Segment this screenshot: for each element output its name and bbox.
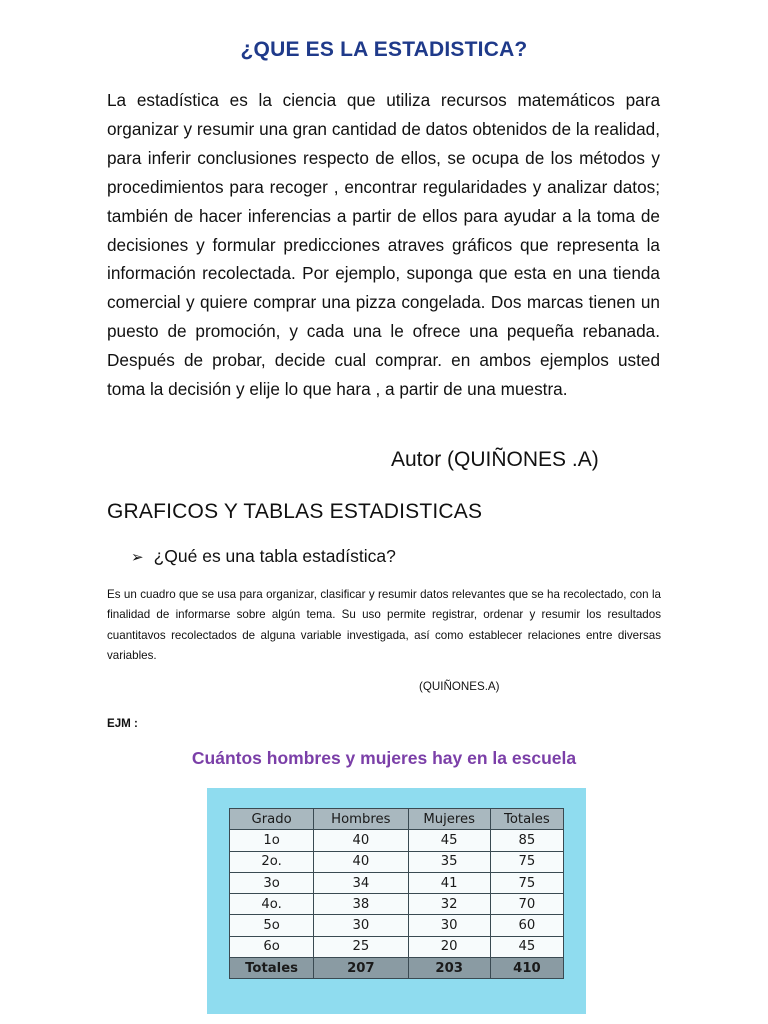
author-credit: Autor (QUIÑONES .A): [391, 448, 599, 471]
totals-label: Totales: [230, 958, 314, 979]
stats-table: [229, 808, 564, 979]
example-label: EJM :: [107, 717, 138, 730]
cell-mujeres: 30: [408, 915, 490, 936]
cell-mujeres: 41: [408, 872, 490, 893]
cell-grado: 5o: [230, 915, 314, 936]
cell-grado: 1o: [230, 830, 314, 851]
table-caption: Cuántos hombres y mujeres hay en la escuela: [191, 748, 577, 768]
cell-grado: 4o.: [230, 894, 314, 915]
cell-hombres: 40: [314, 851, 408, 872]
table-header-row: [230, 809, 564, 830]
table-row: [230, 851, 564, 872]
section-heading: GRAFICOS Y TABLAS ESTADISTICAS: [107, 500, 483, 523]
bullet-text: ¿Qué es una tabla estadística?: [153, 546, 396, 566]
cell-totales: 75: [490, 851, 563, 872]
cell-mujeres: 32: [408, 894, 490, 915]
citation: (QUIÑONES.A): [419, 680, 500, 693]
cell-mujeres: 35: [408, 851, 490, 872]
cell-totales: 70: [490, 894, 563, 915]
cell-hombres: 34: [314, 872, 408, 893]
header-grado: Grado: [230, 809, 314, 830]
totals-row: [230, 958, 564, 979]
table-row: [230, 830, 564, 851]
table-row: [230, 872, 564, 893]
bullet-question: [131, 546, 396, 567]
cell-mujeres: 20: [408, 936, 490, 957]
table-row: [230, 936, 564, 957]
cell-totales: 60: [490, 915, 563, 936]
cell-mujeres: 45: [408, 830, 490, 851]
totals-hombres: 207: [314, 958, 408, 979]
header-hombres: Hombres: [314, 809, 408, 830]
cell-hombres: 38: [314, 894, 408, 915]
cell-hombres: 40: [314, 830, 408, 851]
cell-totales: 75: [490, 872, 563, 893]
cell-hombres: 30: [314, 915, 408, 936]
cell-totales: 85: [490, 830, 563, 851]
intro-paragraph: La estadística es la ciencia que utiliza recursos matemáticos para organizar y resumir una gran cantidad de datos obtenidos de la realidad, para inferir conclusiones respecto de ellos, se ocupa de los métodos y procedimientos para recoger , encontrar regularidades y analizar datos; también de hacer inferencias a partir de ellos para ayudar a la toma de decisiones y formular predicciones atraves gráficos que representa la información recolectada. Por ejemplo, suponga que esta en una tienda comercial y quiere comprar una pizza congelada. Dos marcas tienen un puesto de promoción, y cada una le ofrece una pequeña rebanada. Después de probar, decide cual comprar. en ambos ejemplos usted toma la decisión y elije lo que hara , a partir de una muestra.: [107, 90, 660, 400]
table-row: [230, 915, 564, 936]
arrow-bullet-icon: ➢: [131, 548, 144, 566]
cell-grado: 6o: [230, 936, 314, 957]
table-image: [207, 788, 586, 1014]
definition-paragraph: Es un cuadro que se usa para organizar, clasificar y resumir datos relevantes que se ha recolectado, con la finalidad de informarse sobre algún tema. Su uso permite registrar, ordenar y resumir los resultados cuantitavos recolectados de alguna variable investigada, así como establecer relaciones entre diversas variables.: [107, 588, 661, 662]
table-row: [230, 894, 564, 915]
totals-totales: 410: [490, 958, 563, 979]
header-totales: Totales: [490, 809, 563, 830]
cell-grado: 3o: [230, 872, 314, 893]
totals-mujeres: 203: [408, 958, 490, 979]
cell-hombres: 25: [314, 936, 408, 957]
header-mujeres: Mujeres: [408, 809, 490, 830]
page-title: ¿QUE ES LA ESTADISTICA?: [240, 38, 528, 61]
cell-grado: 2o.: [230, 851, 314, 872]
cell-totales: 45: [490, 936, 563, 957]
